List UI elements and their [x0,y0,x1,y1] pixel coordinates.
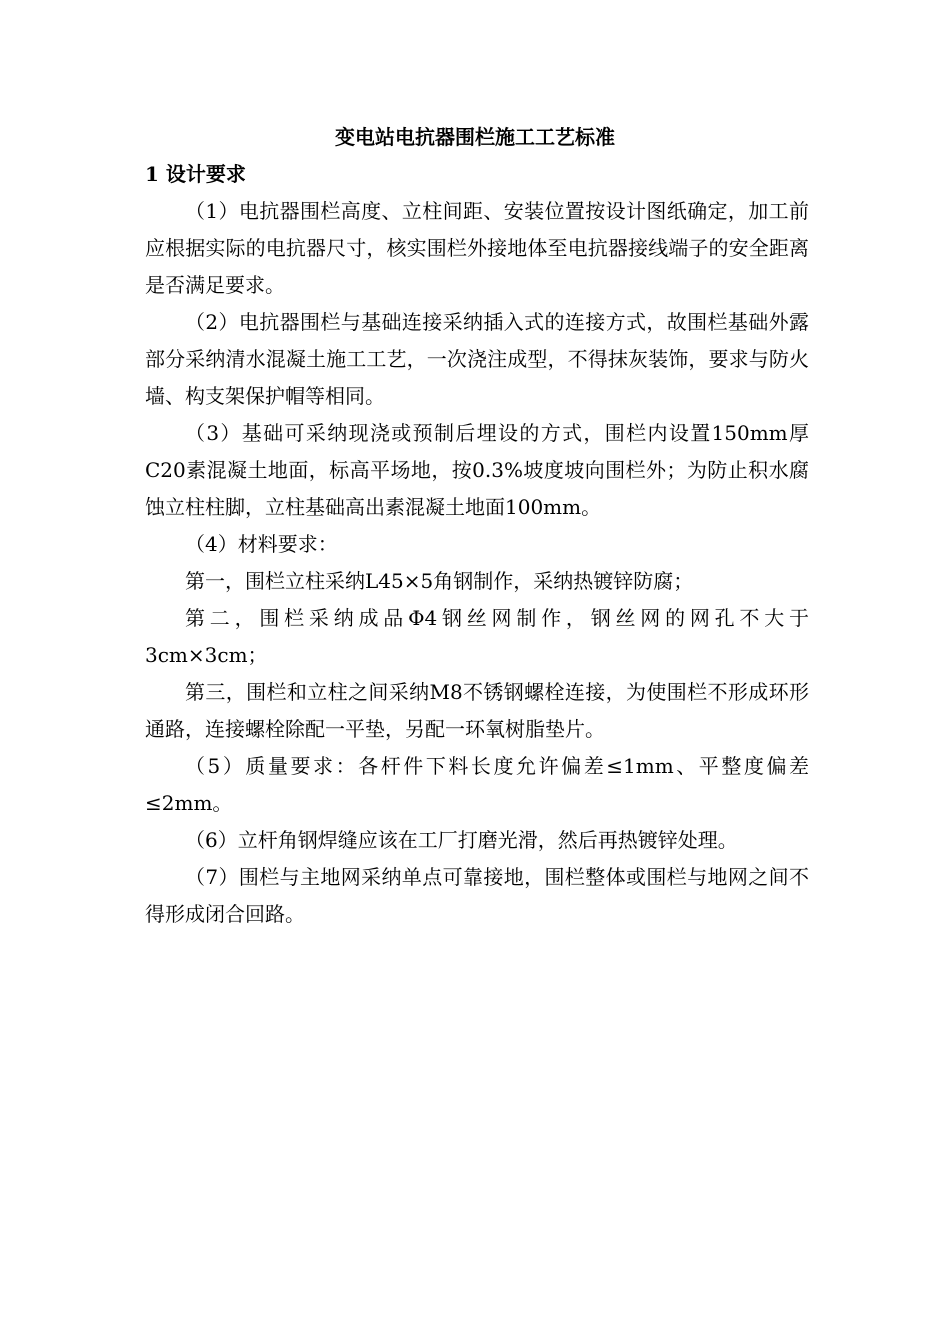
paragraph-7: （7）围栏与主地网采纳单点可靠接地，围栏整体或围栏与地网之间不得形成闭合回路。 [145,865,809,926]
paragraph-4: （4）材料要求： [185,532,338,556]
paragraph-2: （2）电抗器围栏与基础连接采纳插入式的连接方式，故围栏基础外露部分采纳清水混凝土施工工艺，一次浇注成型，不得抹灰装饰，要求与防火墙、构支架保护帽等相同。 [145,310,809,408]
paragraph-material-3: 第三，围栏和立柱之间采纳M8不锈钢螺栓连接，为使围栏不形成环形通路，连接螺栓除配一平垫，另配一环氧树脂垫片。 [145,680,809,741]
document-body [145,193,809,933]
document-title: 变电站电抗器围栏施工工艺标准 [335,125,615,149]
paragraph-5: （5）质量要求：各杆件下料长度允许偏差≤1mm、平整度偏差≤2mm。 [145,754,809,815]
section-heading: 1 设计要求 [145,162,246,186]
paragraph-3: （3）基础可采纳现浇或预制后埋设的方式，围栏内设置150mm厚C20素混凝土地面，标高平场地，按0.3%坡度坡向围栏外；为防止积水腐蚀立柱柱脚，立柱基础高出素混凝土地面100mm。 [145,421,809,519]
paragraph-1: （1）电抗器围栏高度、立柱间距、安装位置按设计图纸确定，加工前应根据实际的电抗器尺寸，核实围栏外接地体至电抗器接线端子的安全距离是否满足要求。 [145,199,809,297]
paragraph-material-1: 第一，围栏立柱采纳L45×5角钢制作，采纳热镀锌防腐； [185,569,694,593]
paragraph-material-2: 第二，围栏采纳成品Φ4钢丝网制作，钢丝网的网孔不大于3cm×3cm； [145,606,809,667]
paragraph-6: （6）立杆角钢焊缝应该在工厂打磨光滑，然后再热镀锌处理。 [185,828,738,852]
